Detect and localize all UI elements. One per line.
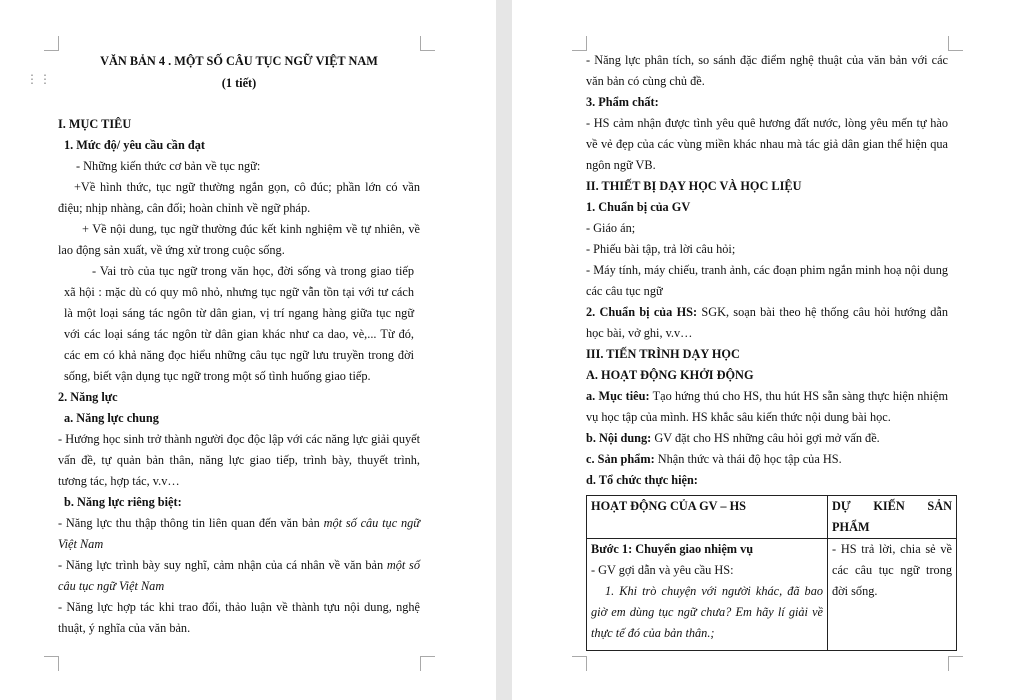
crop-mark-top-left <box>44 36 59 51</box>
document-page-right <box>512 0 1010 700</box>
paragraph-phan-tich: - Năng lực phân tích, so sánh đặc điểm nghệ thuật của văn bản với các văn bản có cùng chủ đề. <box>586 53 948 88</box>
table-header-hoat-dong: HOẠT ĐỘNG CỦA GV – HS <box>587 496 828 539</box>
header-word: KIẾN <box>873 499 905 513</box>
paragraph-noi-dung <box>586 428 948 449</box>
document-title: VĂN BẢN 4 . MỘT SỐ CÂU TỤC NGỮ VIỆT NAM <box>100 54 378 68</box>
paragraph-nang-luc-chung: - Hướng học sinh trở thành người đọc độc lập với các năng lực giải quyết vấn đề, tự quản bản thân, năng lực giao tiếp, trình bày, thuyết trình, tương tác, hợp tác, v.v… <box>58 432 420 488</box>
paragraph-vai-tro: - Vai trò của tục ngữ trong văn học, đời sống và trong giao tiếp xã hội : mặc dù có quy mô nhỏ, nhưng tục ngữ vẫn tồn tại với tư cách là một loại sáng tác ngôn từ dân gian, vị trí ngang hàng giữa tục ngữ với các loại sáng tác ngôn từ dân gian khác như ca dao, vè,... Từ đó, các em có khả năng đọc hiểu những câu tục ngữ lưu truyền trong đời sống, biết vận dụng tục ngữ trong một số tình huống giao tiếp. <box>64 264 414 383</box>
text-thu-thap: - Năng lực thu thập thông tin liên quan đến văn bản <box>58 516 324 530</box>
paragraph-noi-dung: + Về nội dung, tục ngữ thường đúc kết kinh nghiệm về tự nhiên, về lao động sản xuất, về ứng xử trong cuộc sống. <box>58 222 420 257</box>
text-muc-tieu: Tạo hứng thú cho HS, thu hút HS sẵn sàng thực hiện nhiệm vụ học tập của mình. HS khắc sâu kiến thức nội dung bài học. <box>586 389 949 424</box>
paragraph-pham-chat: - HS cảm nhận được tình yêu quê hương đất nước, lòng yêu mến tự hào về vẻ đẹp của các vùng miền khác nhau mà tác giả dân gian thể hiện qua ngôn ngữ VB. <box>586 116 948 172</box>
paragraph-hinh-thuc: +Về hình thức, tục ngữ thường ngắn gọn, cô đúc; phần lớn có vần điệu; nhịp nhàng, cân đối; hoàn chỉnh về ngữ pháp. <box>58 180 420 215</box>
subheading-to-chuc: d. Tổ chức thực hiện: <box>586 473 698 487</box>
subheading-khoi-dong: A. HOẠT ĐỘNG KHỞI ĐỘNG <box>586 368 754 382</box>
header-words <box>832 496 952 517</box>
label-san-pham: c. Sản phẩm: <box>586 452 655 466</box>
crop-mark-bottom-left <box>44 656 59 671</box>
paragraph-chuan-bi-hs <box>586 302 948 344</box>
crop-mark-top-left <box>572 36 587 51</box>
table-row <box>587 539 957 651</box>
section-heading-thiet-bi: II. THIẾT BỊ DẠY HỌC VÀ HỌC LIỆU <box>586 179 802 193</box>
crop-mark-bottom-right <box>420 656 435 671</box>
italic-title-trinh-bay: một số câu tục ngữ Việt Nam <box>58 558 420 593</box>
label-chuan-bi-hs: 2. Chuẩn bị của HS: <box>586 305 698 319</box>
crop-mark-bottom-left <box>572 656 587 671</box>
page-gutter <box>496 0 512 700</box>
section-heading-muc-tieu: I. MỤC TIÊU <box>58 117 132 131</box>
question-text: 1. Khi trò chuyện với người khác, đã bao giờ em dùng tục ngữ chưa? Em hãy lí giải về thực tế đó của bản thân.; <box>591 584 823 640</box>
step-instruction: - GV gợi dẫn và yêu cầu HS: <box>591 563 734 577</box>
paragraph-trinh-bay <box>58 555 420 597</box>
subheading-nang-luc: 2. Năng lực <box>58 390 118 404</box>
right-page-content <box>586 50 952 651</box>
header-word: SẢN <box>927 499 952 513</box>
drag-handle-icon[interactable]: ⋮⋮ <box>26 72 52 86</box>
paragraph-muc-tieu <box>586 386 948 428</box>
section-heading-tien-trinh: III. TIẾN TRÌNH DẠY HỌC <box>586 347 740 361</box>
label-noi-dung: b. Nội dung: <box>586 431 652 445</box>
list-item-gv-3: - Máy tính, máy chiếu, tranh ảnh, các đoạn phim ngắn minh hoạ nội dung các câu tục ngữ <box>586 263 948 298</box>
table-header-row <box>587 496 957 539</box>
table-cell-hoat-dong <box>587 539 828 651</box>
text-san-pham: Nhận thức và thái độ học tập của HS. <box>654 452 842 466</box>
text-trinh-bay: - Năng lực trình bày suy nghĩ, cảm nhận của cá nhân về văn bản <box>58 558 387 572</box>
list-item-gv-1: - Giáo án; <box>586 221 636 235</box>
paragraph-hop-tac: - Năng lực hợp tác khi trao đổi, thảo luận về thành tựu nội dung, nghệ thuật, ý nghĩa của văn bản. <box>58 600 420 635</box>
subheading-nang-luc-chung: a. Năng lực chung <box>64 411 159 425</box>
label-muc-tieu: a. Mục tiêu: <box>586 389 650 403</box>
table-cell-san-pham: - HS trả lời, chia sẻ về các câu tục ngữ trong đời sống. <box>828 539 957 651</box>
header-line-2: PHẨM <box>832 520 870 534</box>
header-word: DỰ <box>832 499 851 513</box>
activity-table <box>586 495 957 651</box>
italic-title-thu-thap: một số câu tục ngữ Việt Nam <box>58 516 420 551</box>
crop-mark-bottom-right <box>948 656 963 671</box>
step-heading: Bước 1: Chuyển giao nhiệm vụ <box>591 542 754 556</box>
subheading-chuan-bi-gv: 1. Chuẩn bị của GV <box>586 200 691 214</box>
left-page-content <box>58 50 420 639</box>
paragraph-thu-thap <box>58 513 420 555</box>
paragraph-kien-thuc: - Những kiến thức cơ bản về tục ngữ: <box>76 159 261 173</box>
table-header-san-pham <box>828 496 957 539</box>
crop-mark-top-right <box>420 36 435 51</box>
document-subtitle: (1 tiết) <box>221 76 257 90</box>
paragraph-san-pham <box>586 449 948 470</box>
list-item-gv-2: - Phiếu bài tập, trả lời câu hỏi; <box>586 242 736 256</box>
subheading-muc-do: 1. Mức độ/ yêu cầu cần đạt <box>64 138 205 152</box>
document-page-left <box>0 0 496 700</box>
subheading-nang-luc-rieng: b. Năng lực riêng biệt: <box>64 495 182 509</box>
subheading-pham-chat: 3. Phẩm chất: <box>586 95 659 109</box>
crop-mark-top-right <box>948 36 963 51</box>
text-noi-dung: GV đặt cho HS những câu hỏi gợi mở vấn đề. <box>651 431 880 445</box>
text-chuan-bi-hs: SGK, soạn bài theo hệ thống câu hỏi hướng dẫn học bài, vở ghi, v.v… <box>586 305 948 340</box>
